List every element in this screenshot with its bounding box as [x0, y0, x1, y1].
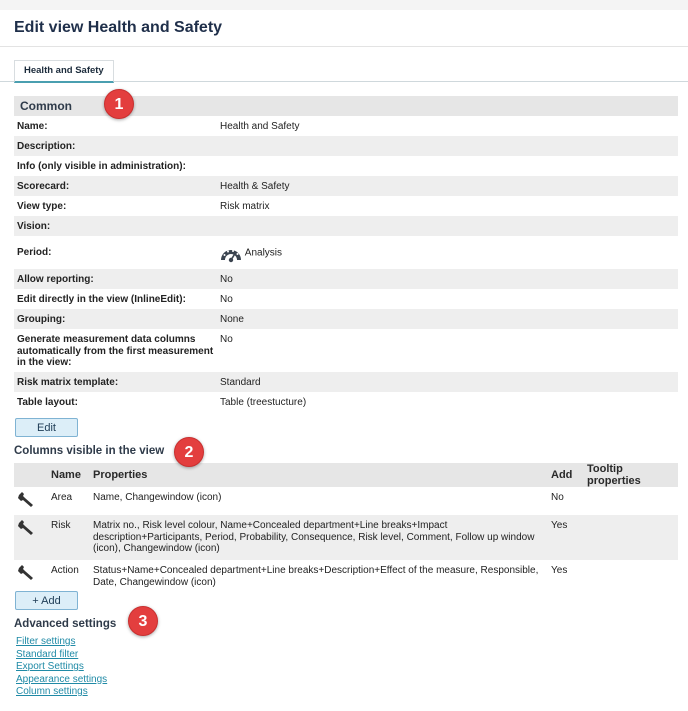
property-row [14, 196, 678, 216]
property-label: Info (only visible in administration): [17, 160, 186, 172]
column-header-tooltip: Tooltip properties [584, 463, 678, 487]
add-button[interactable]: + Add [15, 591, 78, 610]
wrench-cell[interactable] [14, 560, 48, 593]
property-value: No [220, 293, 233, 305]
property-label: Edit directly in the view (InlineEdit): [17, 293, 186, 305]
columns-header-row [14, 463, 678, 487]
common-section-title: Common [14, 96, 678, 116]
property-value: Health and Safety [220, 120, 300, 132]
table-row [14, 487, 678, 515]
tab-health-and-safety[interactable]: Health and Safety [14, 60, 114, 83]
column-header-properties: Properties [90, 463, 548, 487]
property-label: Description: [14, 136, 217, 156]
export-settings-link[interactable]: Export Settings [16, 661, 84, 672]
property-value: Health & Safety [217, 176, 678, 196]
wrench-cell[interactable] [14, 515, 48, 560]
advanced-settings-links [16, 636, 107, 699]
wrench-cell[interactable] [14, 487, 48, 515]
property-row [14, 269, 678, 289]
property-row [14, 136, 678, 156]
edit-button[interactable]: Edit [15, 418, 78, 437]
tab-bar [0, 56, 688, 82]
advanced-settings-title: Advanced settings [14, 618, 117, 630]
column-settings-link[interactable]: Column settings [16, 686, 88, 697]
column-header-add: Add [548, 463, 584, 487]
column-add: Yes [548, 515, 584, 560]
property-row [14, 116, 678, 136]
column-add: Yes [551, 565, 568, 576]
top-strip [0, 0, 688, 10]
column-add: No [551, 492, 564, 503]
column-properties: Name, Changewindow (icon) [93, 492, 222, 503]
column-tooltip [584, 515, 678, 560]
property-label: Name: [17, 120, 48, 132]
property-label: Vision: [14, 216, 217, 236]
column-properties: Status+Name+Concealed department+Line breaks+Description+Effect of the measure, Responsible, Date, Changewindow (icon) [93, 565, 539, 588]
property-value [217, 156, 678, 176]
property-label: Period: [17, 247, 52, 258]
column-name: Action [51, 565, 79, 576]
property-row [14, 156, 678, 176]
page-title: Edit view Health and Safety [14, 19, 223, 36]
property-row [14, 392, 678, 412]
wrench-icon[interactable] [17, 520, 35, 536]
columns-table [14, 463, 678, 593]
property-label: Risk matrix template: [14, 372, 217, 392]
columns-section-title: Columns visible in the view [14, 445, 165, 457]
filter-settings-link[interactable]: Filter settings [16, 636, 76, 647]
gauge-icon [220, 243, 242, 263]
property-value: None [217, 309, 678, 329]
property-label: Generate measurement data columns automatically from the first measurement in the view: [17, 334, 214, 368]
column-properties: Matrix no., Risk level colour, Name+Concealed department+Line breaks+Impact description+Participants, Period, Probability, Consequence, Risk level, Comment, Follow up window (icon), Changewindow (icon) [90, 515, 548, 560]
common-properties-table [14, 116, 678, 412]
property-value-period [217, 236, 678, 269]
property-value [217, 136, 678, 156]
column-name: Risk [48, 515, 90, 560]
property-value: No [220, 334, 233, 345]
property-row [14, 176, 678, 196]
property-value: Standard [217, 372, 678, 392]
property-label: Allow reporting: [14, 269, 217, 289]
property-label: View type: [17, 200, 67, 212]
property-label: Grouping: [14, 309, 217, 329]
appearance-settings-link[interactable]: Appearance settings [16, 673, 108, 685]
property-row [14, 236, 678, 269]
column-header-icon [14, 463, 48, 487]
callout-badge-2: 2 [174, 437, 204, 467]
callout-badge-3: 3 [128, 606, 158, 636]
property-row [14, 216, 678, 236]
property-label: Scorecard: [14, 176, 217, 196]
property-label: Table layout: [17, 396, 78, 408]
property-row [14, 372, 678, 392]
table-row [14, 560, 678, 593]
column-header-name: Name [48, 463, 90, 487]
column-name: Area [51, 492, 73, 503]
callout-badge-1: 1 [104, 89, 134, 119]
table-row [14, 515, 678, 560]
wrench-icon[interactable] [17, 565, 35, 581]
property-value [217, 216, 678, 236]
property-value: Table (treestucture) [220, 396, 307, 408]
column-tooltip [584, 560, 678, 593]
property-row [14, 329, 678, 372]
property-row [14, 309, 678, 329]
wrench-icon[interactable] [17, 492, 35, 508]
property-value: Risk matrix [220, 200, 270, 212]
property-value: No [217, 269, 678, 289]
period-value-label: Analysis [244, 247, 283, 258]
page-header [0, 10, 688, 47]
column-tooltip [584, 487, 678, 515]
property-row [14, 289, 678, 309]
standard-filter-link[interactable]: Standard filter [16, 648, 79, 660]
